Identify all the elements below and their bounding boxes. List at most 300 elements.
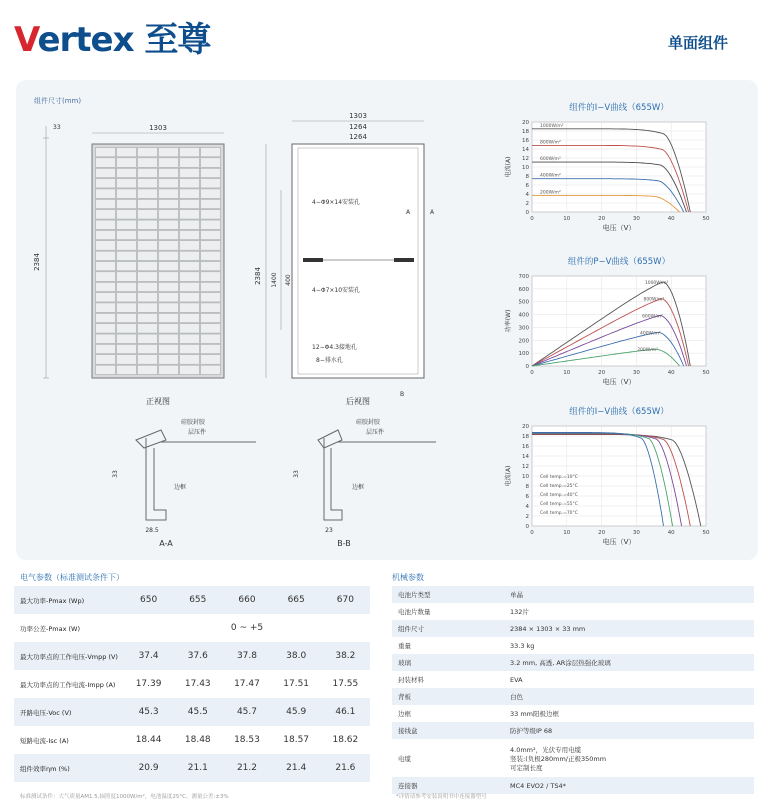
mechanical-row-label: 连接器 — [392, 777, 504, 794]
y-tick-label: 20 — [522, 424, 529, 430]
electrical-row — [14, 642, 370, 670]
series-label: 400W/m² — [639, 331, 661, 337]
electrical-cell: 21.2 — [222, 754, 271, 782]
mechanical-row-value: 33.3 kg — [504, 637, 754, 654]
solar-cell — [96, 168, 116, 177]
solar-cell — [159, 158, 179, 167]
back-width-inner2: 1264 — [349, 133, 367, 141]
solar-cell — [117, 313, 137, 322]
y-tick-label: 200 — [518, 338, 529, 345]
electrical-row — [14, 586, 370, 614]
electrical-cell: 45.9 — [272, 698, 321, 726]
solar-cell — [96, 355, 116, 364]
y-tick-label: 4 — [525, 192, 529, 198]
solar-cell — [159, 272, 179, 281]
mechanical-row-value: 防护等级IP 68 — [504, 722, 754, 739]
solar-cell — [96, 251, 116, 260]
mechanical-row-label: 背板 — [392, 688, 504, 705]
solar-cell — [117, 189, 137, 198]
solar-cell — [96, 241, 116, 250]
mechanical-row — [392, 654, 754, 671]
solar-cell — [201, 365, 221, 374]
series-label: 600W/m² — [642, 314, 663, 320]
solar-cell — [138, 251, 158, 260]
x-tick-label: 40 — [667, 370, 675, 376]
vertex-logo — [14, 12, 210, 61]
x-tick-label: 0 — [530, 216, 534, 222]
solar-cell — [180, 313, 200, 322]
solar-cell — [201, 189, 221, 198]
mechanical-row-label: 电缆 — [392, 739, 504, 777]
section-b: B — [400, 391, 405, 398]
mechanical-value-line: 可定制长度 — [510, 763, 543, 772]
section-bb — [293, 418, 436, 548]
logo-text: ertex 至尊 — [37, 20, 211, 60]
back-mid-gap: 400 — [285, 274, 292, 286]
solar-cell — [159, 313, 179, 322]
solar-cell — [180, 220, 200, 229]
solar-cell — [138, 199, 158, 208]
solar-cell — [201, 199, 221, 208]
solar-cell — [180, 241, 200, 250]
electrical-cell: 18.57 — [272, 726, 321, 754]
solar-cell — [180, 251, 200, 260]
solar-cell — [159, 199, 179, 208]
x-tick-label: 10 — [563, 216, 571, 222]
y-tick-label: 10 — [522, 165, 529, 171]
solar-cell — [138, 282, 158, 291]
mechanical-row — [392, 705, 754, 722]
series-label: 200W/m² — [637, 348, 658, 354]
y-tick-label: 2 — [525, 514, 529, 520]
solar-cell — [201, 179, 221, 188]
series-label: 800W/m² — [540, 140, 561, 146]
solar-cell — [159, 303, 179, 312]
electrical-cell: 17.51 — [272, 670, 321, 698]
y-axis-label: 功率(W) — [505, 309, 512, 333]
solar-cell — [138, 293, 158, 302]
series-label: Cell temp.=55°C — [540, 502, 578, 507]
solar-cell — [201, 220, 221, 229]
mechanical-row-value: 2384 × 1303 × 33 mm — [504, 620, 754, 637]
y-tick-label: 14 — [522, 147, 529, 153]
electrical-row — [14, 614, 370, 642]
solar-cell — [138, 262, 158, 271]
solar-cell — [138, 179, 158, 188]
solar-cell — [159, 282, 179, 291]
y-tick-label: 100 — [518, 351, 529, 358]
mechanical-title: 机械参数 — [392, 573, 424, 582]
solar-cell — [96, 189, 116, 198]
solar-cell — [138, 334, 158, 343]
x-tick-label: 20 — [598, 530, 606, 536]
x-axis-label: 电压（V） — [602, 224, 636, 232]
x-axis-label: 电压（V） — [602, 378, 636, 386]
iv-curve-irradiance-chart — [500, 98, 720, 238]
electrical-cell: 18.53 — [222, 726, 271, 754]
solar-cell — [138, 220, 158, 229]
electrical-cell: 17.43 — [173, 670, 222, 698]
solar-cell — [96, 230, 116, 239]
solar-cell — [201, 148, 221, 157]
solar-cell — [117, 158, 137, 167]
front-height: 2384 — [33, 253, 41, 271]
bb-laminate-label: 层压件 — [366, 429, 385, 436]
solar-cell — [96, 293, 116, 302]
x-tick-label: 0 — [530, 370, 534, 376]
x-tick-label: 10 — [563, 370, 571, 376]
x-tick-label: 20 — [598, 370, 606, 376]
solar-cell — [201, 158, 221, 167]
solar-cell — [117, 293, 137, 302]
solar-cell — [96, 148, 116, 157]
series-label: 200W/m² — [540, 190, 561, 196]
solar-cell — [201, 272, 221, 281]
solar-cell — [180, 303, 200, 312]
mechanical-row-value: 33 mm阳极边框 — [504, 705, 754, 722]
solar-cell — [159, 324, 179, 333]
solar-cell — [180, 293, 200, 302]
y-tick-label: 300 — [518, 325, 529, 332]
aa-laminate-label: 层压件 — [188, 429, 207, 436]
solar-cell — [180, 158, 200, 167]
y-axis-label: 电流(A) — [505, 156, 512, 178]
electrical-cell: 665 — [272, 586, 321, 614]
electrical-row-label: 最大功率点的工作电压-Vmpp (V) — [14, 642, 124, 670]
mechanical-row-label: 电池片数量 — [392, 603, 504, 620]
solar-cell — [201, 241, 221, 250]
solar-cell — [180, 168, 200, 177]
solar-cell — [117, 303, 137, 312]
mechanical-row-label: 重量 — [392, 637, 504, 654]
solar-cell — [117, 282, 137, 291]
logo-v: V — [14, 20, 38, 60]
electrical-cell: 45.3 — [124, 698, 173, 726]
solar-cell — [180, 199, 200, 208]
y-tick-label: 16 — [522, 138, 529, 144]
electrical-cell: 650 — [124, 586, 173, 614]
y-tick-label: 0 — [525, 364, 529, 370]
solar-cell — [159, 220, 179, 229]
series-label: Cell temp.=25°C — [540, 484, 578, 489]
solar-cell — [201, 293, 221, 302]
mechanical-row-value: 132片 — [504, 603, 754, 620]
electrical-cell: 17.39 — [124, 670, 173, 698]
solar-cell — [138, 355, 158, 364]
solar-cell — [117, 344, 137, 353]
series-label: 800W/m² — [643, 297, 665, 303]
series-label: Cell temp.=70°C — [540, 511, 578, 516]
solar-cell — [159, 293, 179, 302]
solar-cell — [117, 148, 137, 157]
solar-cell — [138, 241, 158, 250]
mechanical-row-label: 接线盒 — [392, 722, 504, 739]
electrical-cell: 17.47 — [222, 670, 271, 698]
solar-cell — [159, 189, 179, 198]
product-type: 单面组件 — [667, 34, 728, 52]
mechanical-row-label: 电池片类型 — [392, 586, 504, 603]
y-tick-label: 10 — [522, 474, 529, 480]
electrical-cell: 670 — [321, 586, 370, 614]
series-label: 600W/m² — [540, 157, 561, 163]
back-height: 2384 — [254, 267, 262, 285]
y-tick-label: 12 — [522, 464, 529, 470]
electrical-row-label: 最大功率点的工作电流-Impp (A) — [14, 670, 124, 698]
back-width-outer: 1303 — [349, 112, 367, 120]
back-view — [254, 112, 435, 406]
y-tick-label: 700 — [518, 274, 529, 280]
mount-hole-a: 4−Φ9×14安装孔 — [312, 199, 361, 206]
solar-cell — [159, 168, 179, 177]
series-label: 1000W/m² — [540, 123, 564, 129]
mechanical-row-value: MC4 EVO2 / TS4* — [504, 777, 754, 794]
header — [0, 0, 772, 70]
mechanical-row-label: 玻璃 — [392, 654, 504, 671]
solar-cell — [96, 158, 116, 167]
front-view — [33, 124, 224, 406]
solar-cell — [96, 282, 116, 291]
ground-hole: 12−Φ4.3接地孔 — [312, 344, 357, 351]
solar-cell — [180, 324, 200, 333]
solar-cell — [138, 344, 158, 353]
x-tick-label: 0 — [530, 530, 534, 536]
solar-cell — [96, 324, 116, 333]
electrical-cell: 21.4 — [272, 754, 321, 782]
front-caption: 正视图 — [146, 397, 170, 406]
electrical-cell: 17.55 — [321, 670, 370, 698]
solar-cell — [138, 158, 158, 167]
x-tick-label: 50 — [702, 216, 710, 222]
back-caption: 后视图 — [346, 397, 370, 406]
solar-cell — [117, 365, 137, 374]
mechanical-drawings — [16, 80, 496, 560]
electrical-cell: 38.0 — [272, 642, 321, 670]
electrical-cell: 18.44 — [124, 726, 173, 754]
y-tick-label: 6 — [525, 494, 529, 500]
solar-cell — [117, 355, 137, 364]
bb-caption: B-B — [337, 539, 351, 548]
front-width: 1303 — [149, 124, 167, 132]
x-tick-label: 50 — [702, 370, 710, 376]
electrical-row — [14, 754, 370, 782]
solar-cell — [117, 334, 137, 343]
y-tick-label: 500 — [518, 299, 529, 306]
solar-cell — [117, 199, 137, 208]
iv-curve-temperature-chart — [500, 402, 720, 552]
y-tick-label: 8 — [525, 484, 529, 490]
solar-cell — [201, 334, 221, 343]
mechanical-value-line: 竖装:(负极280mm/正极350mm — [510, 754, 607, 763]
electrical-row — [14, 726, 370, 754]
dimensions-title: 组件尺寸(mm) — [34, 97, 82, 105]
mechanical-row — [392, 586, 754, 603]
mechanical-row-label: 边框 — [392, 705, 504, 722]
electrical-row — [14, 698, 370, 726]
solar-cell — [159, 179, 179, 188]
solar-cell — [138, 272, 158, 281]
solar-cell — [96, 365, 116, 374]
y-tick-label: 14 — [522, 454, 529, 460]
mechanical-footnote: *详情请参考安装说明书中连接器型号 — [396, 794, 487, 800]
aa-width: 28.5 — [145, 527, 159, 534]
solar-cell — [96, 220, 116, 229]
electrical-cell: 46.1 — [321, 698, 370, 726]
mechanical-row-value: 白色 — [504, 688, 754, 705]
electrical-footnote: 标准测试条件：大气质量AM1.5,辐照度1000W/m²，电池温度25°C，测量公差:±3% — [20, 794, 229, 800]
solar-cell — [96, 262, 116, 271]
solar-cell — [117, 241, 137, 250]
electrical-row-label: 开路电压-Voc (V) — [14, 698, 124, 726]
solar-cell — [117, 220, 137, 229]
drain-hole: 8−排水孔 — [316, 357, 343, 364]
y-tick-label: 0 — [525, 210, 529, 216]
back-width-inner1: 1264 — [349, 123, 367, 131]
solar-cell — [96, 303, 116, 312]
solar-cell — [96, 334, 116, 343]
section-a-right: A — [430, 209, 435, 216]
solar-cell — [180, 334, 200, 343]
mechanical-row — [392, 620, 754, 637]
x-tick-label: 20 — [598, 216, 606, 222]
solar-cell — [180, 189, 200, 198]
mechanical-row — [392, 671, 754, 688]
solar-cell — [117, 272, 137, 281]
solar-cell — [201, 251, 221, 260]
aa-frame-label: 边框 — [174, 484, 187, 491]
electrical-cell: 20.9 — [124, 754, 173, 782]
y-tick-label: 8 — [525, 174, 529, 180]
solar-cell — [138, 210, 158, 219]
mechanical-row — [392, 739, 754, 777]
mechanical-value-line: 4.0mm²，光伏专用电缆 — [510, 745, 582, 754]
solar-cell — [96, 210, 116, 219]
electrical-cell: 18.62 — [321, 726, 370, 754]
solar-cell — [96, 272, 116, 281]
solar-cell — [138, 168, 158, 177]
solar-cell — [159, 365, 179, 374]
electrical-cell: 37.4 — [124, 642, 173, 670]
solar-cell — [180, 272, 200, 281]
solar-cell — [96, 179, 116, 188]
electrical-row-label: 组件效率ηm (%) — [14, 754, 124, 782]
solar-cell — [138, 365, 158, 374]
electrical-cell: 655 — [173, 586, 222, 614]
solar-cell — [159, 262, 179, 271]
aa-height: 33 — [112, 470, 119, 478]
x-tick-label: 40 — [667, 530, 675, 536]
electrical-cell: 21.6 — [321, 754, 370, 782]
solar-cell — [159, 241, 179, 250]
chart-title: 组件的P−V曲线（655W） — [567, 257, 671, 267]
series-label: Cell temp.=10°C — [540, 475, 578, 480]
solar-cell — [138, 313, 158, 322]
solar-cell — [180, 262, 200, 271]
y-tick-label: 6 — [525, 183, 529, 189]
solar-cell — [159, 230, 179, 239]
electrical-cell: 45.7 — [222, 698, 271, 726]
solar-cell — [117, 230, 137, 239]
mechanical-row-label: 封装材料 — [392, 671, 504, 688]
pv-curve-chart — [500, 252, 720, 392]
mechanical-row — [392, 688, 754, 705]
electrical-cell: 18.48 — [173, 726, 222, 754]
x-tick-label: 30 — [632, 530, 640, 536]
x-tick-label: 10 — [563, 530, 571, 536]
mechanical-row — [392, 722, 754, 739]
solar-cell — [180, 282, 200, 291]
mechanical-row — [392, 637, 754, 654]
electrical-row-label: 短路电流-Isc (A) — [14, 726, 124, 754]
y-tick-label: 16 — [522, 444, 529, 450]
solar-cell — [117, 210, 137, 219]
x-tick-label: 40 — [667, 216, 675, 222]
series-label: 1000W/m² — [644, 280, 669, 286]
plot-area — [532, 276, 706, 366]
solar-cell — [201, 282, 221, 291]
solar-cell — [201, 262, 221, 271]
chart-title: 组件的I−V曲线（655W） — [569, 407, 669, 417]
y-axis-label: 电流(A) — [505, 465, 512, 487]
chart-title: 组件的I−V曲线（655W） — [569, 103, 669, 113]
mechanical-row-value: 单晶 — [504, 586, 754, 603]
mount-hole-b: 4−Φ7×10安装孔 — [312, 287, 361, 294]
x-tick-label: 30 — [632, 370, 640, 376]
electrical-row-label: 最大功率-Pmax (Wp) — [14, 586, 124, 614]
solar-cell — [180, 355, 200, 364]
section-a-left: A — [406, 209, 411, 216]
y-tick-label: 20 — [522, 120, 529, 126]
electrical-cell: 37.8 — [222, 642, 271, 670]
electrical-cell: 0 ~ +5 — [124, 614, 370, 642]
y-tick-label: 400 — [518, 312, 529, 319]
section-aa — [112, 418, 256, 548]
y-tick-label: 600 — [518, 286, 529, 293]
solar-cell — [159, 344, 179, 353]
solar-cell — [138, 303, 158, 312]
solar-cell — [201, 168, 221, 177]
electrical-cell: 37.6 — [173, 642, 222, 670]
solar-cell — [201, 313, 221, 322]
solar-cell — [117, 179, 137, 188]
solar-cell — [201, 344, 221, 353]
electrical-table — [14, 586, 370, 782]
solar-cell — [117, 262, 137, 271]
solar-cell — [201, 324, 221, 333]
electrical-cell: 660 — [222, 586, 271, 614]
solar-cell — [117, 251, 137, 260]
series-label: Cell temp.=40°C — [540, 493, 578, 498]
solar-cell — [96, 199, 116, 208]
y-tick-label: 4 — [525, 504, 529, 510]
solar-cell — [180, 148, 200, 157]
solar-cell — [138, 324, 158, 333]
solar-cell — [117, 168, 137, 177]
solar-cell — [96, 313, 116, 322]
bb-height: 33 — [293, 470, 300, 478]
solar-cell — [138, 189, 158, 198]
solar-cell — [117, 324, 137, 333]
solar-cell — [201, 210, 221, 219]
y-tick-label: 18 — [522, 434, 529, 440]
solar-cell — [96, 344, 116, 353]
solar-cell — [180, 210, 200, 219]
electrical-row — [14, 670, 370, 698]
mechanical-table — [392, 586, 754, 794]
mechanical-row-value: 3.2 mm, 高透, AR涂层热强化玻璃 — [504, 654, 754, 671]
solar-cell — [201, 303, 221, 312]
solar-cell — [180, 230, 200, 239]
solar-cell — [159, 210, 179, 219]
